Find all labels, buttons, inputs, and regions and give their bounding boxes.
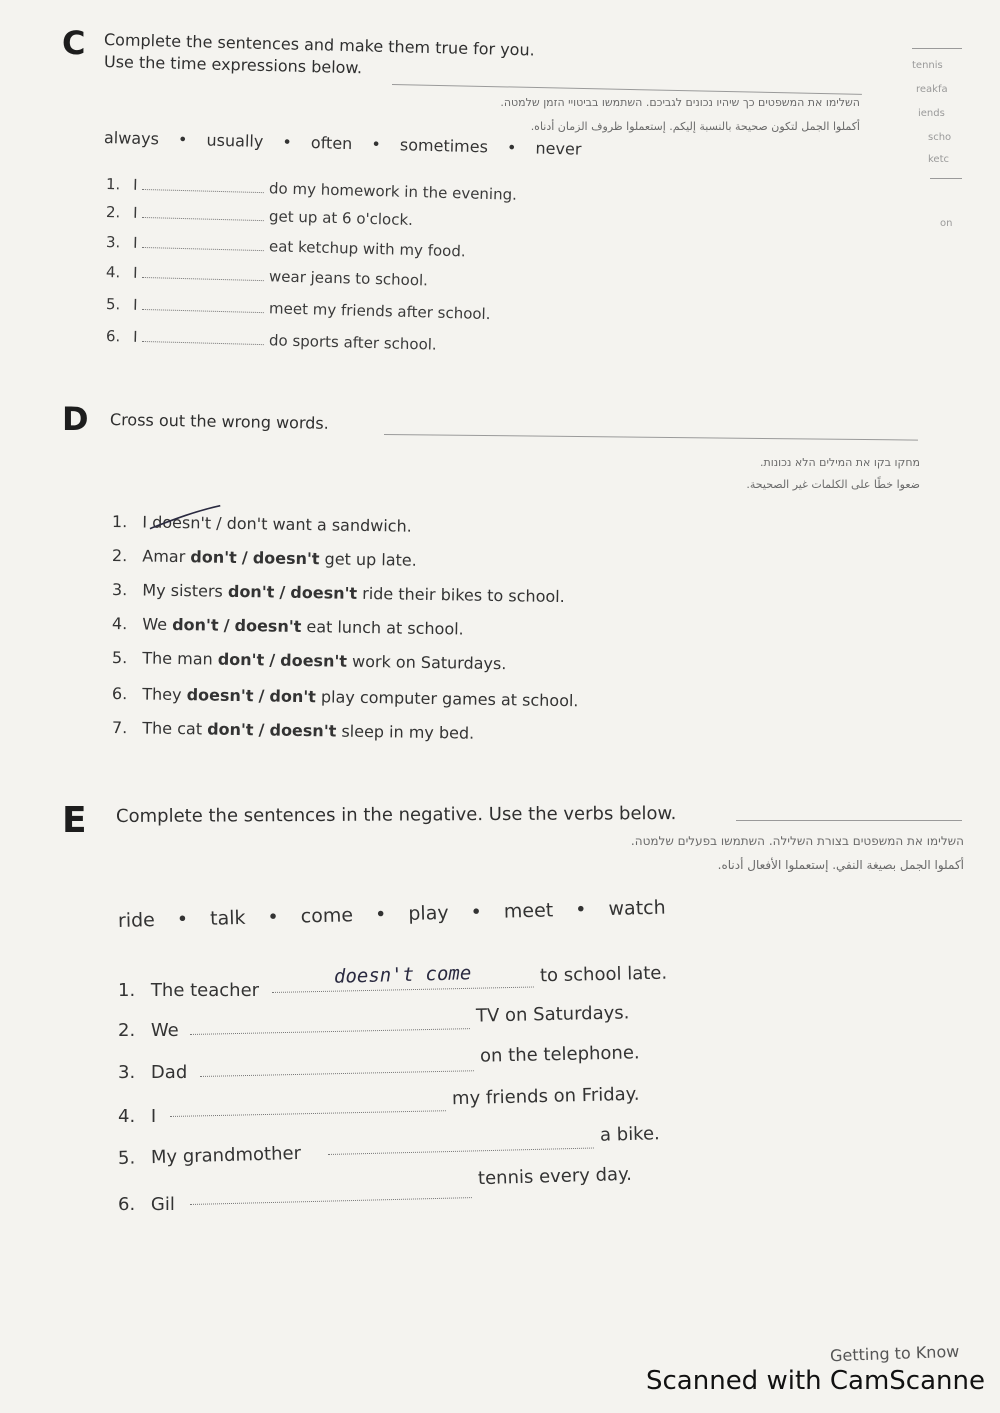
item-text: want a sandwich. [272,514,412,536]
word-always: always [103,128,160,149]
section-d-rule [384,434,918,441]
item-text: TV on Saturdays. [475,1002,630,1027]
item-subject: I [132,233,138,252]
item-text: my friends on Friday. [451,1083,640,1110]
item-number: 5. [111,648,128,668]
item-number: 6. [118,1194,136,1215]
answer-blank[interactable] [142,203,264,221]
item-text: do sports after school. [268,331,437,354]
item-text: eat lunch at school. [306,617,464,639]
item-subject: I [132,263,138,282]
option-2[interactable]: don't [226,513,268,534]
slash: / [269,650,276,670]
section-e-hebrew: השלימו את המשפטים בצורת השלילה. השתמשו בפעלים שלמטה. [630,834,964,848]
answer-blank[interactable] [328,1148,594,1155]
item-number: 3. [118,1062,136,1083]
option-1[interactable]: don't [227,581,275,602]
bullet: • [374,903,387,926]
scanner-watermark: Scanned with CamScanne [646,1366,985,1396]
option-text: doesn't [152,512,212,533]
item-number: 4. [118,1106,136,1127]
item-subject: Dad [150,1062,188,1083]
option-1-crossed[interactable] [152,513,211,533]
item-number: 7. [111,718,128,738]
item-text: tennis every day. [477,1163,633,1190]
item-text: do my homework in the evening. [268,179,518,204]
item-text: to school late. [539,962,668,987]
answer-blank[interactable] [200,1070,474,1077]
answer-blank[interactable] [190,1028,470,1035]
item-text: wear jeans to school. [268,267,429,290]
word-come: come [300,904,354,928]
item-number: 4. [111,614,128,634]
item-number: 3. [105,233,121,252]
item-number: 2. [111,546,128,566]
item-text: a bike. [599,1123,661,1146]
slash: / [216,513,222,533]
section-d-letter: D [62,400,89,438]
section-c-item [106,174,517,204]
option-2[interactable]: doesn't [269,720,337,741]
item-subject: The man [142,648,213,669]
item-text: get up at 6 o'clock. [268,207,414,230]
section-c-arabic: أكملوا الجمل لتكون صحيحة بالنسبة إليكم. إستعملوا ظروف الزمان أدناه. [530,120,860,133]
item-subject: The teacher [150,980,260,1001]
section-e-item-lead [118,980,259,1001]
option-2[interactable]: doesn't [280,650,348,671]
slash: / [223,615,230,635]
item-subject: My grandmother [150,1142,302,1169]
section-c-instruction: Complete the sentences and make them true for you. [103,30,535,60]
section-d-item [112,684,579,710]
option-1[interactable]: don't [172,614,219,635]
answer-blank[interactable] [142,295,264,313]
section-d-item [112,512,412,536]
bullet: • [574,898,587,921]
section-e-item-lead [118,1143,302,1169]
word-never: never [535,138,582,159]
cross-out-stroke [148,503,224,534]
item-subject: I [150,1106,157,1127]
word-sometimes: sometimes [399,135,489,157]
bullet: • [506,137,517,158]
page-footer-label: Getting to Know [829,1341,960,1366]
item-subject: We [142,614,168,634]
margin-word: scho [928,132,952,143]
item-subject: My sisters [142,580,224,601]
section-d-item [112,648,507,673]
word-play: play [408,901,449,925]
margin-rule [912,48,962,49]
section-c-item [106,294,491,323]
item-text: meet my friends after school. [268,299,491,324]
item-subject: I [142,512,148,532]
bullet: • [177,129,188,150]
item-number: 5. [105,295,121,314]
margin-word: iends [918,108,945,119]
slash: / [258,686,265,706]
option-2[interactable]: don't [269,686,316,707]
margin-rule [930,178,962,179]
section-d-item [112,580,565,606]
word-usually: usually [206,130,264,151]
answer-blank[interactable] [190,1197,472,1205]
item-text: on the telephone. [479,1042,640,1067]
answer-blank[interactable] [142,263,264,281]
section-e-arabic: أكملوا الجمل بصيغة النفي. إستعملوا الأفعال أدناه. [717,858,964,872]
section-c-item [106,232,466,260]
item-subject: Amar [142,546,186,567]
item-subject: They [142,684,182,705]
word-often: often [310,133,353,154]
item-number: 6. [105,327,121,346]
section-e-item-lead [118,1062,187,1083]
answer-blank[interactable] [142,327,264,345]
slash: / [258,720,265,740]
margin-word: ketc [928,154,950,165]
bullet: • [267,906,280,929]
section-e-item-lead [118,1194,175,1215]
item-number: 1. [111,512,128,532]
section-e-letter: E [62,800,87,841]
item-number: 2. [105,203,121,222]
item-text: ride their bikes to school. [362,583,565,607]
section-e-item-lead [118,1106,156,1127]
section-c-hebrew: השלימו את המשפטים כך שיהיו נכונים לגביכם. השתמשו בביטויי הזמן שלמטה. [500,96,860,109]
option-2[interactable]: doesn't [234,615,302,636]
section-d-instruction: Cross out the wrong words. [109,410,329,433]
option-1[interactable]: doesn't [186,685,254,706]
section-c-item [106,326,437,354]
option-1[interactable]: don't [190,547,237,567]
section-e-rule [736,820,962,821]
option-2[interactable]: doesn't [290,582,358,603]
margin-word: reakfa [916,84,948,95]
item-number: 1. [118,980,136,1001]
section-c-letter: C [62,24,86,62]
item-text: play computer games at school. [320,687,579,711]
section-d-hebrew: מחקו בקו את המילים הלא נכונות. [760,456,920,469]
word-ride: ride [117,909,156,932]
slash: / [279,582,286,602]
item-subject: I [132,295,138,314]
bullet: • [371,134,382,154]
bullet: • [470,901,483,924]
section-c-item [106,262,428,289]
item-number: 4. [105,263,121,282]
item-number: 6. [111,684,128,704]
answer-blank[interactable] [272,987,534,993]
section-c-rule [392,84,862,95]
section-e-word-bank [118,897,666,932]
option-1[interactable]: don't [207,719,254,740]
margin-word: on [940,218,953,229]
word-talk: talk [209,906,246,930]
section-e-item-lead [118,1020,179,1041]
item-subject: Gil [150,1194,175,1215]
answer-blank[interactable] [170,1110,446,1117]
slash: / [241,548,248,568]
bullet: • [282,132,293,152]
item-number: 2. [118,1020,136,1041]
section-d-item [112,546,417,570]
item-subject: I [132,327,138,346]
section-d-item [112,614,464,639]
item-subject: We [150,1020,179,1041]
word-meet: meet [503,899,554,923]
item-text: eat ketchup with my food. [268,237,466,261]
item-subject: I [132,175,138,194]
section-d-arabic: ضعوا خطًا على الكلمات غير الصحيحة. [746,478,920,491]
item-subject: I [132,203,138,222]
section-c-instruction-2: Use the time expressions below. [103,52,363,78]
item-text: work on Saturdays. [351,651,507,674]
handwritten-answer: doesn't come [333,962,472,988]
item-number: 5. [117,1147,136,1169]
bullet: • [176,908,189,931]
margin-word: tennis [912,60,943,71]
item-number: 1. [105,175,121,194]
section-c-item [106,202,413,229]
answer-blank[interactable] [142,233,264,251]
option-2[interactable]: doesn't [252,548,320,569]
option-1[interactable]: don't [217,649,265,670]
word-watch: watch [608,896,666,921]
item-text: get up late. [324,549,417,570]
section-e-instruction: Complete the sentences in the negative. Use the verbs below. [115,803,677,827]
answer-blank[interactable] [142,175,264,193]
section-d-item [112,718,474,743]
item-subject: The cat [142,718,203,739]
item-number: 3. [111,580,128,600]
item-text: sleep in my bed. [341,721,475,743]
